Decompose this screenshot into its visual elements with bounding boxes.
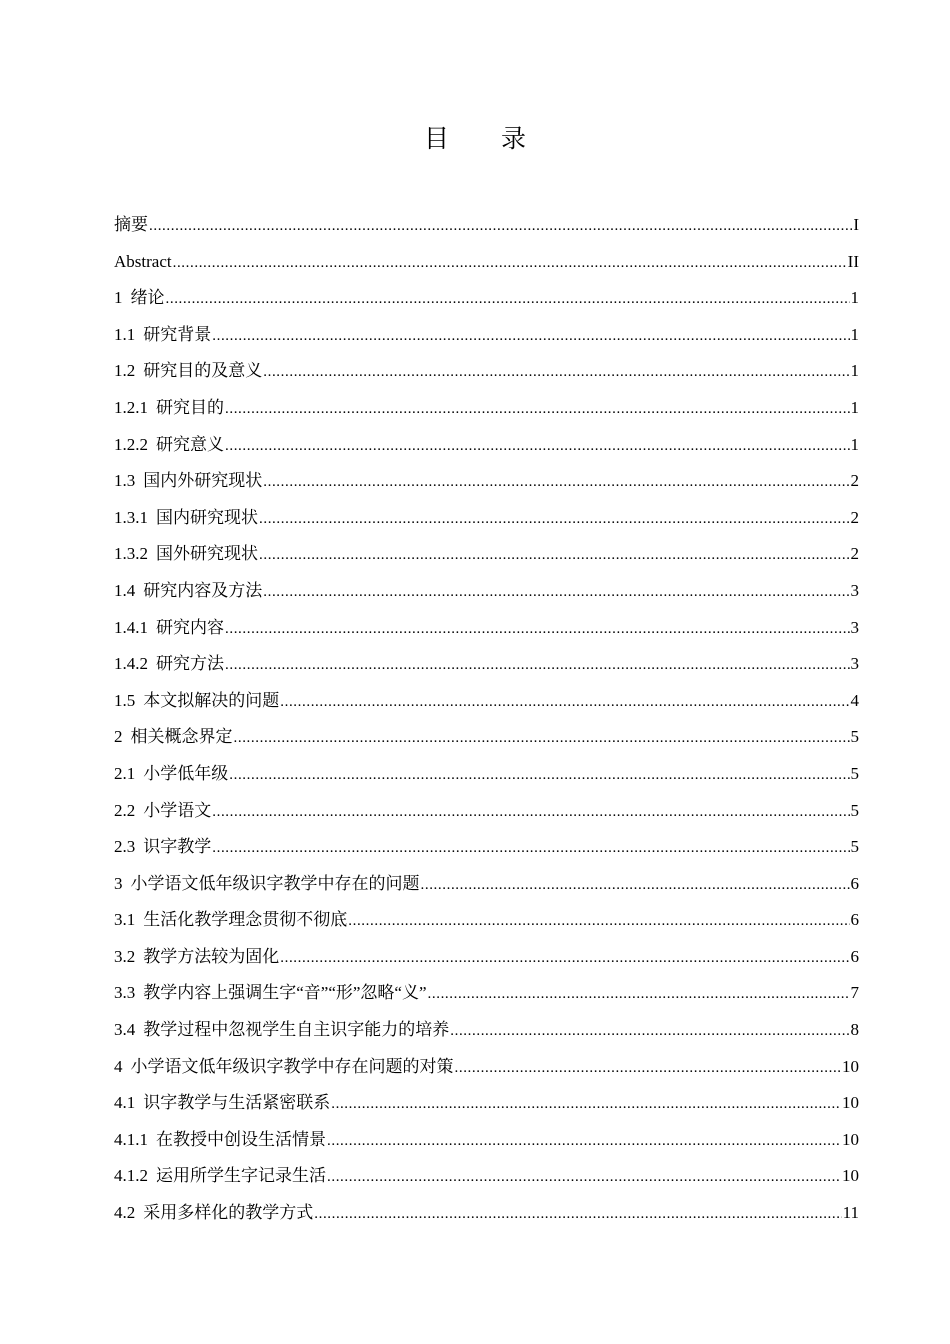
toc-entry-page-number: 5 bbox=[850, 763, 859, 783]
toc-entry[interactable] bbox=[114, 1049, 859, 1086]
toc-entry-page-number: 1 bbox=[850, 397, 859, 417]
toc-entry-label: 研究目的 bbox=[156, 397, 224, 417]
toc-entry-number: 1.2.2 bbox=[114, 434, 148, 454]
toc-entry[interactable] bbox=[114, 646, 859, 683]
toc-entry[interactable] bbox=[114, 244, 859, 281]
toc-dot-leader bbox=[327, 1159, 841, 1195]
toc-list bbox=[114, 207, 859, 1232]
toc-entry-page-number: I bbox=[853, 215, 859, 234]
toc-entry-page-number: 1 bbox=[850, 361, 859, 381]
toc-entry-page-number: 8 bbox=[850, 1020, 859, 1040]
toc-dot-leader bbox=[259, 537, 850, 573]
toc-entry[interactable] bbox=[114, 683, 859, 720]
toc-entry[interactable] bbox=[114, 829, 859, 866]
toc-entry[interactable] bbox=[114, 536, 859, 573]
toc-entry[interactable] bbox=[114, 610, 859, 647]
toc-entry-page-number: 10 bbox=[842, 1129, 859, 1149]
toc-entry[interactable] bbox=[114, 866, 859, 903]
toc-entry-label: 在教授中创设生活情景 bbox=[156, 1129, 326, 1149]
toc-dot-leader bbox=[263, 354, 849, 390]
toc-entry-page-number: 3 bbox=[850, 580, 859, 600]
toc-entry-number: 1.2 bbox=[114, 361, 136, 381]
toc-entry-label: 小学语文低年级识字教学中存在的问题 bbox=[130, 873, 420, 893]
toc-dot-leader bbox=[331, 1086, 841, 1122]
toc-dot-leader bbox=[149, 208, 852, 244]
toc-entry-label: 识字教学 bbox=[143, 837, 212, 857]
toc-entry[interactable] bbox=[114, 427, 859, 464]
toc-entry-label: 研究意义 bbox=[156, 434, 224, 454]
toc-dot-leader bbox=[327, 1123, 841, 1159]
toc-entry-number: 1.4.2 bbox=[114, 654, 148, 674]
toc-entry-label: 识字教学与生活紧密联系 bbox=[143, 1093, 331, 1113]
toc-entry-number: 3.3 bbox=[114, 983, 136, 1003]
toc-entry-number: 2 bbox=[114, 727, 123, 747]
toc-entry-number: 1.3.2 bbox=[114, 544, 148, 564]
toc-entry[interactable] bbox=[114, 756, 859, 793]
toc-entry-label: 绪论 bbox=[130, 288, 165, 308]
toc-dot-leader bbox=[212, 794, 849, 830]
toc-entry-number: 1.3 bbox=[114, 471, 136, 491]
toc-entry[interactable] bbox=[114, 1195, 859, 1232]
toc-title: 目 录 bbox=[424, 124, 548, 153]
toc-entry-page-number: 7 bbox=[850, 983, 859, 1003]
toc-entry[interactable] bbox=[114, 463, 859, 500]
toc-entry-number: 4.2 bbox=[114, 1203, 136, 1223]
toc-entry[interactable] bbox=[114, 1122, 859, 1159]
toc-entry-page-number: 3 bbox=[850, 654, 859, 674]
toc-entry-page-number: 10 bbox=[842, 1166, 859, 1186]
toc-dot-leader bbox=[421, 867, 850, 903]
toc-entry-label: 采用多样化的教学方式 bbox=[143, 1203, 314, 1223]
toc-entry-label: 教学方法较为固化 bbox=[143, 946, 280, 966]
toc-entry-number: 3.1 bbox=[114, 910, 136, 930]
toc-entry-number: 1.5 bbox=[114, 690, 136, 710]
toc-entry-label: 研究方法 bbox=[156, 654, 224, 674]
toc-entry-label: 研究背景 bbox=[143, 324, 212, 344]
toc-entry-page-number: 6 bbox=[850, 910, 859, 930]
toc-entry-label: 教学内容上强调生字“音”“形”忽略“义” bbox=[143, 983, 427, 1003]
toc-dot-leader bbox=[229, 757, 849, 793]
toc-entry-number: 2.1 bbox=[114, 763, 136, 783]
toc-entry-number: 3 bbox=[114, 873, 123, 893]
toc-entry[interactable] bbox=[114, 207, 859, 244]
toc-entry-label: 国内外研究现状 bbox=[143, 471, 263, 491]
toc-entry-page-number: 6 bbox=[850, 873, 859, 893]
toc-entry-number: 2.2 bbox=[114, 800, 136, 820]
toc-entry[interactable] bbox=[114, 975, 859, 1012]
toc-dot-leader bbox=[348, 903, 849, 939]
toc-entry-page-number: 4 bbox=[850, 690, 859, 710]
toc-dot-leader bbox=[212, 318, 849, 354]
toc-entry[interactable] bbox=[114, 902, 859, 939]
toc-entry-page-number: 3 bbox=[850, 617, 859, 637]
toc-entry-number: 4 bbox=[114, 1056, 123, 1076]
toc-dot-leader bbox=[212, 830, 849, 866]
toc-dot-leader bbox=[225, 647, 850, 683]
toc-dot-leader bbox=[455, 1050, 842, 1086]
toc-entry-label: 生活化教学理念贯彻不彻底 bbox=[143, 910, 348, 930]
toc-entry[interactable] bbox=[114, 1158, 859, 1195]
toc-entry[interactable] bbox=[114, 939, 859, 976]
toc-entry-label: Abstract bbox=[114, 251, 172, 271]
toc-entry-number: 1.1 bbox=[114, 324, 136, 344]
toc-entry[interactable] bbox=[114, 1012, 859, 1049]
toc-entry-page-number: 11 bbox=[842, 1203, 859, 1223]
toc-entry-page-number: 1 bbox=[850, 288, 859, 308]
toc-dot-leader bbox=[225, 428, 850, 464]
toc-entry[interactable] bbox=[114, 280, 859, 317]
toc-entry-page-number: 6 bbox=[850, 946, 859, 966]
toc-entry-page-number: II bbox=[847, 251, 859, 271]
toc-entry-page-number: 1 bbox=[850, 324, 859, 344]
toc-entry-label: 摘要 bbox=[114, 215, 148, 234]
toc-entry-page-number: 5 bbox=[850, 800, 859, 820]
toc-dot-leader bbox=[280, 940, 849, 976]
toc-entry-label: 本文拟解决的问题 bbox=[143, 690, 280, 710]
toc-entry-number: 1.2.1 bbox=[114, 397, 148, 417]
toc-dot-leader bbox=[263, 464, 849, 500]
toc-entry-number: 3.4 bbox=[114, 1020, 136, 1040]
toc-entry[interactable] bbox=[114, 353, 859, 390]
toc-entry-label: 教学过程中忽视学生自主识字能力的培养 bbox=[143, 1020, 450, 1040]
toc-entry-label: 运用所学生字记录生活 bbox=[156, 1166, 326, 1186]
toc-entry-label: 研究内容及方法 bbox=[143, 580, 263, 600]
toc-dot-leader bbox=[314, 1196, 841, 1232]
toc-entry-label: 小学低年级 bbox=[143, 763, 229, 783]
toc-entry-label: 小学语文 bbox=[143, 800, 212, 820]
toc-entry-number: 2.3 bbox=[114, 837, 136, 857]
toc-dot-leader bbox=[225, 391, 850, 427]
toc-entry-label: 研究内容 bbox=[156, 617, 224, 637]
toc-entry-number: 3.2 bbox=[114, 946, 136, 966]
toc-entry-page-number: 2 bbox=[850, 471, 859, 491]
toc-entry-page-number: 1 bbox=[850, 434, 859, 454]
toc-dot-leader bbox=[166, 281, 850, 317]
toc-dot-leader bbox=[234, 720, 850, 756]
toc-dot-leader bbox=[225, 611, 850, 647]
toc-entry-number: 1.4 bbox=[114, 580, 136, 600]
toc-entry-page-number: 10 bbox=[842, 1056, 859, 1076]
toc-entry[interactable] bbox=[114, 719, 859, 756]
toc-entry[interactable] bbox=[114, 793, 859, 830]
toc-entry-number: 1 bbox=[114, 288, 123, 308]
toc-entry-page-number: 5 bbox=[850, 837, 859, 857]
toc-entry-page-number: 2 bbox=[850, 544, 859, 564]
toc-entry-label: 国外研究现状 bbox=[156, 544, 258, 564]
toc-entry-label: 国内研究现状 bbox=[156, 507, 258, 527]
toc-entry-number: 4.1.1 bbox=[114, 1129, 148, 1149]
toc-dot-leader bbox=[263, 574, 849, 610]
toc-dot-leader bbox=[280, 684, 849, 720]
toc-entry-page-number: 10 bbox=[842, 1093, 859, 1113]
toc-dot-leader bbox=[428, 976, 850, 1012]
toc-dot-leader bbox=[259, 501, 850, 537]
toc-entry[interactable] bbox=[114, 1085, 859, 1122]
toc-dot-leader bbox=[450, 1013, 849, 1049]
toc-entry-number: 1.4.1 bbox=[114, 617, 148, 637]
toc-entry[interactable] bbox=[114, 573, 859, 610]
toc-entry-label: 小学语文低年级识字教学中存在问题的对策 bbox=[130, 1056, 454, 1076]
toc-entry[interactable] bbox=[114, 390, 859, 427]
toc-entry[interactable] bbox=[114, 500, 859, 537]
toc-entry-label: 研究目的及意义 bbox=[143, 361, 263, 381]
toc-entry-page-number: 5 bbox=[850, 727, 859, 747]
toc-entry-page-number: 2 bbox=[850, 507, 859, 527]
toc-entry[interactable] bbox=[114, 317, 859, 354]
toc-entry-number: 1.3.1 bbox=[114, 507, 148, 527]
toc-entry-number: 4.1.2 bbox=[114, 1166, 148, 1186]
toc-dot-leader bbox=[173, 245, 847, 281]
toc-entry-number: 4.1 bbox=[114, 1093, 136, 1113]
toc-entry-label: 相关概念界定 bbox=[130, 727, 233, 747]
